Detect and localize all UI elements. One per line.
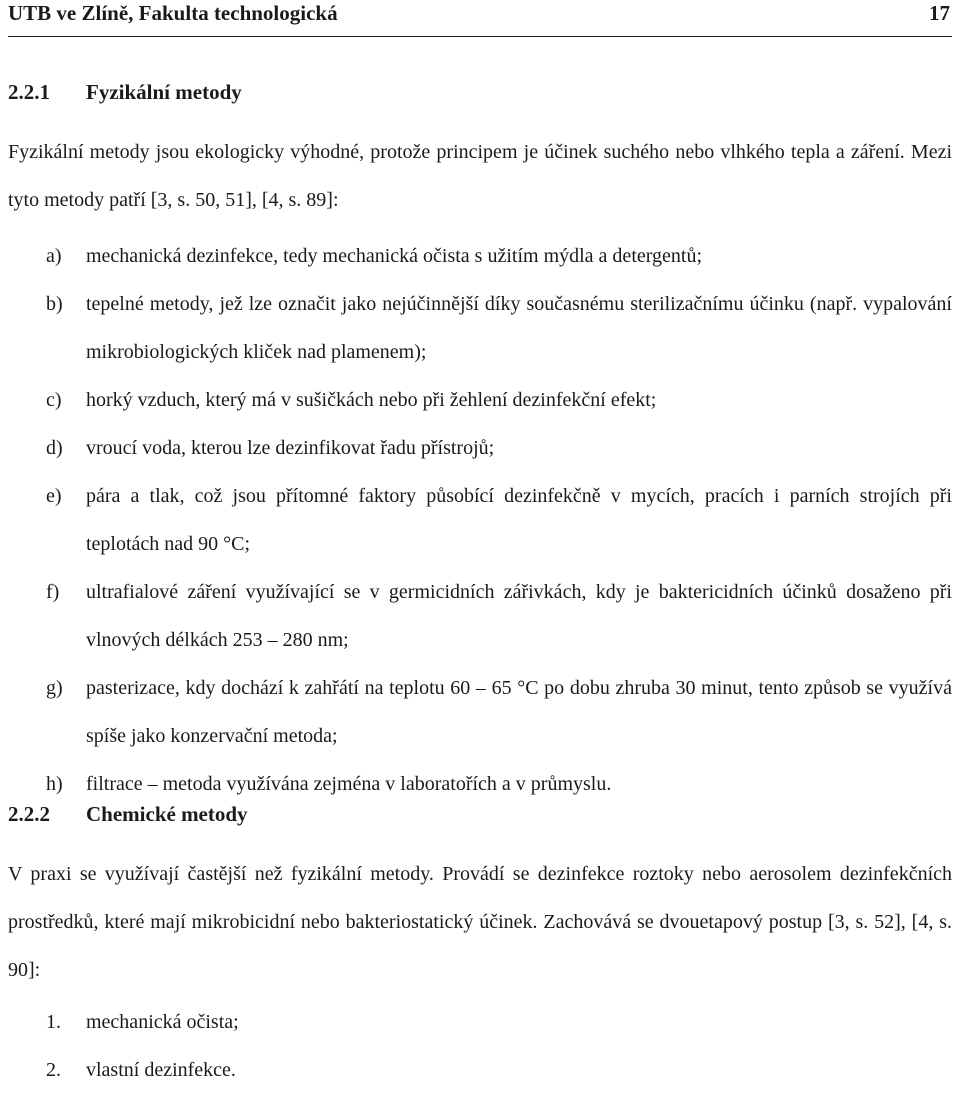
- list-marker: 1.: [46, 1011, 61, 1033]
- list-marker: b): [46, 293, 63, 315]
- list-item-text: mechanická dezinfekce, tedy mechanická očista s užitím mýdla a detergentů;: [86, 245, 703, 267]
- list-marker: a): [46, 245, 62, 267]
- section-heading-2-2-2: [8, 802, 248, 827]
- section-heading-2-2-1: [8, 80, 242, 105]
- section-number: 2.2.1: [8, 80, 50, 104]
- list-marker: f): [46, 581, 60, 603]
- section-intro-paragraph: Fyzikální metody jsou ekologicky výhodné, protože principem je účinek suchého nebo vlhkého tepla a záření. Mezi tyto metody patří [3, s. 50, 51], [4, s. 89]:: [8, 141, 952, 211]
- list-item: [8, 760, 952, 808]
- list-item: [8, 998, 952, 1046]
- page-number: 17: [929, 1, 950, 25]
- section-number: 2.2.2: [8, 802, 50, 826]
- list-item-text: vroucí voda, kterou lze dezinfikovat řadu přístrojů;: [86, 437, 495, 459]
- list-item-text: tepelné metody, jež lze označit jako nejúčinnější díky současnému sterilizačnímu účinku (např. vypalování mikrobiologických kliček nad plamenem);: [86, 293, 952, 363]
- list-marker: g): [46, 677, 63, 699]
- list-item: [8, 232, 952, 280]
- list-marker: e): [46, 485, 62, 507]
- list-item-text: filtrace – metoda využívána zejména v laboratořích a v průmyslu.: [86, 773, 612, 795]
- list-item-text: vlastní dezinfekce.: [86, 1059, 236, 1081]
- section-intro-paragraph: V praxi se využívají častější než fyzikální metody. Provádí se dezinfekce roztoky nebo aerosolem dezinfekčních prostředků, které mají mikrobicidní nebo bakteriostatický účinek. Zachovává se dvouetapový postup [3, s. 52], [4, s. 90]:: [8, 863, 952, 981]
- list-marker: h): [46, 773, 63, 795]
- list-item-text: mechanická očista;: [86, 1011, 239, 1033]
- list-item: [8, 568, 952, 664]
- list-marker: d): [46, 437, 63, 459]
- section-title: Chemické metody: [86, 802, 248, 826]
- list-item-text: pára a tlak, což jsou přítomné faktory působící dezinfekčně v mycích, pracích i parních strojích při teplotách nad 90 °C;: [86, 485, 952, 555]
- list-item-text: ultrafialové záření využívající se v germicidních zářivkách, kdy je baktericidních účinků dosaženo při vlnových délkách 253 – 280 nm;: [86, 581, 952, 651]
- chemical-steps-list: [8, 998, 952, 1094]
- list-item: [8, 664, 952, 760]
- list-item: [8, 1046, 952, 1094]
- running-header: [8, 0, 952, 37]
- list-item: [8, 472, 952, 568]
- list-item: [8, 376, 952, 424]
- list-marker: c): [46, 389, 62, 411]
- section-title: Fyzikální metody: [86, 80, 242, 104]
- list-marker: 2.: [46, 1059, 61, 1081]
- list-item-text: pasterizace, kdy dochází k zahřátí na teplotu 60 – 65 °C po dobu zhruba 30 minut, tento způsob se využívá spíše jako konzervační metoda;: [86, 677, 952, 747]
- list-item: [8, 424, 952, 472]
- list-item-text: horký vzduch, který má v sušičkách nebo při žehlení dezinfekční efekt;: [86, 389, 657, 411]
- physical-methods-list: [8, 232, 952, 808]
- header-title: UTB ve Zlíně, Fakulta technologická: [8, 1, 338, 25]
- list-item: [8, 280, 952, 376]
